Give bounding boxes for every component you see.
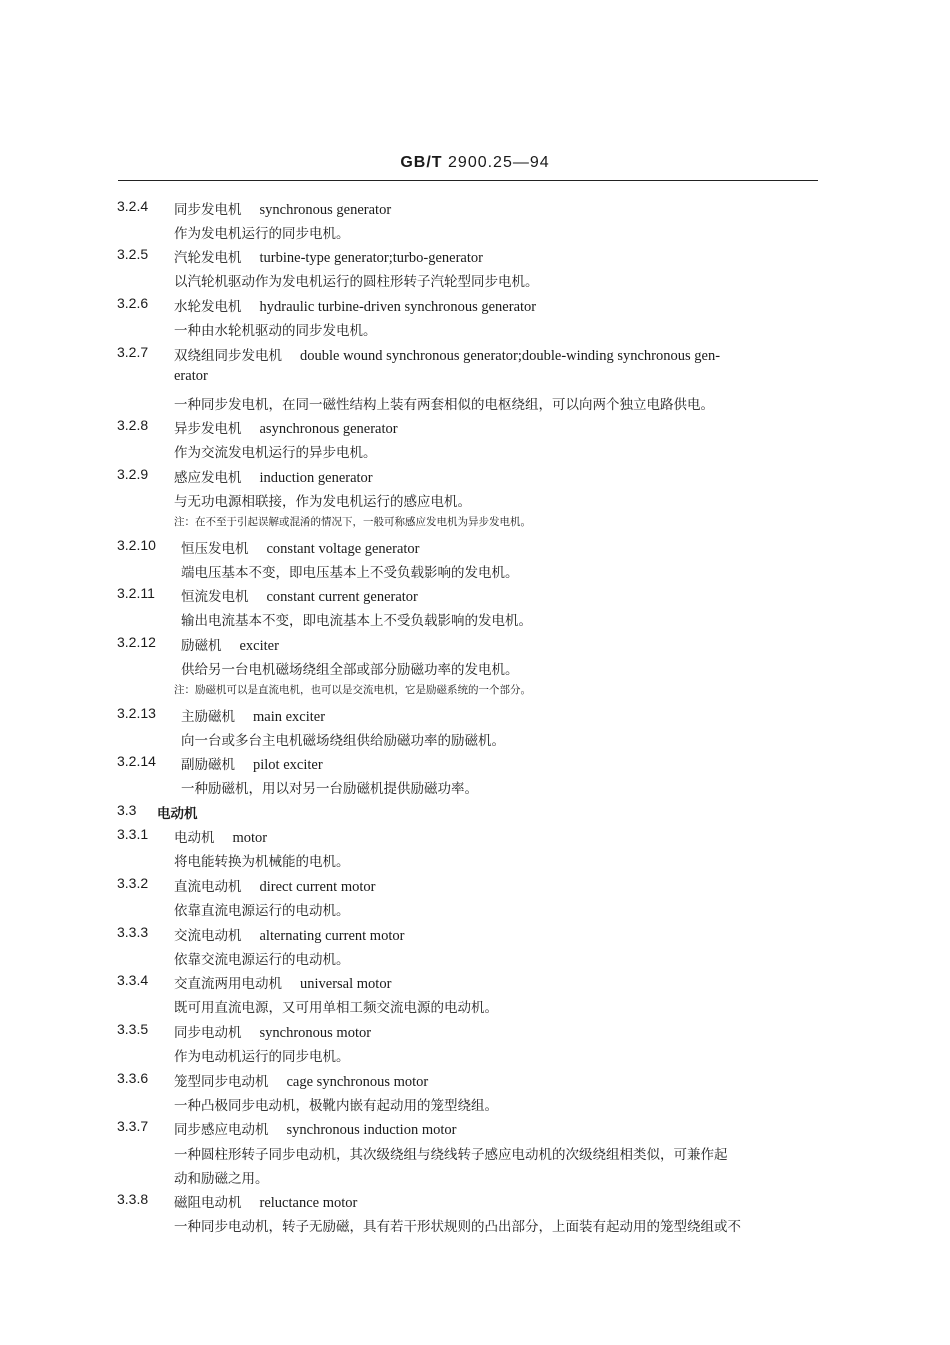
entry-definition: 以汽轮机驱动作为发电机运行的圆柱形转子汽轮型同步电机。 (174, 274, 539, 290)
term-chinese: 直流电动机 (174, 879, 242, 895)
entry-number: 3.3.2 (117, 875, 149, 891)
entry-definition: 既可用直流电源，又可用单相工频交流电源的电动机。 (174, 1000, 498, 1016)
entry-definition: 将电能转换为机械能的电机。 (174, 854, 350, 870)
entry-number: 3.2.10 (117, 537, 156, 553)
entry-number: 3.3.8 (117, 1191, 149, 1207)
entry-number: 3.3.1 (117, 826, 149, 842)
entry-definition-continued: 动和励磁之用。 (174, 1171, 269, 1187)
term-english: synchronous generator (259, 202, 392, 218)
term-chinese: 交直流两用电动机 (174, 976, 282, 992)
term-chinese: 副励磁机 (181, 757, 235, 773)
entry-definition: 一种圆柱形转子同步电动机，其次级绕组与绕线转子感应电动机的次级绕组相类似，可兼作起 (174, 1147, 728, 1163)
term-chinese: 磁阻电动机 (174, 1195, 242, 1211)
entry-number: 3.2.5 (117, 246, 149, 262)
header-rule (118, 180, 818, 181)
entry-number: 3.2.8 (117, 417, 149, 433)
entry-number: 3.2.4 (117, 198, 149, 214)
entry-definition: 作为电动机运行的同步电机。 (174, 1049, 350, 1065)
entry-term (174, 295, 536, 316)
entry-term (174, 1118, 456, 1139)
entry-number: 3.3.7 (117, 1118, 149, 1134)
entry-term (181, 634, 279, 655)
term-chinese: 汽轮发电机 (174, 250, 242, 266)
term-english: asynchronous generator (259, 421, 398, 437)
entry-definition: 一种由水轮机驱动的同步发电机。 (174, 323, 377, 339)
entry-term (174, 1021, 371, 1042)
term-chinese: 恒压发电机 (181, 541, 249, 557)
entry-definition: 供给另一台电机磁场绕组全部或部分励磁功率的发电机。 (181, 662, 519, 678)
entry-term (174, 417, 398, 438)
term-english: reluctance motor (259, 1195, 358, 1211)
entry-term (174, 1191, 357, 1212)
page-header (0, 154, 950, 172)
entry-number: 3.3.6 (117, 1070, 149, 1086)
entry-definition: 一种励磁机，用以对另一台励磁机提供励磁功率。 (181, 781, 478, 797)
term-english: pilot exciter (253, 757, 323, 773)
entry-term (174, 875, 375, 896)
term-english: direct current motor (259, 879, 376, 895)
entry-definition: 一种同步电动机，转子无励磁，具有若干形状规则的凸出部分，上面装有起动用的笼型绕组或不 (174, 1219, 741, 1235)
entry-term (174, 924, 404, 945)
entry-number: 3.3.5 (117, 1021, 149, 1037)
section-title: 电动机 (157, 806, 198, 822)
entry-term (174, 246, 483, 267)
entry-definition: 端电压基本不变，即电压基本上不受负载影响的发电机。 (181, 565, 519, 581)
entry-number: 3.3.4 (117, 972, 149, 988)
term-english: synchronous motor (259, 1025, 372, 1041)
entry-definition: 作为发电机运行的同步电机。 (174, 226, 350, 242)
term-chinese: 同步发电机 (174, 202, 242, 218)
entry-note: 注：励磁机可以是直流电机，也可以是交流电机，它是励磁系统的一个部分。 (174, 684, 531, 696)
term-chinese: 同步感应电动机 (174, 1122, 269, 1138)
entry-term (174, 972, 391, 993)
standard-code: 2900.25—94 (448, 154, 550, 171)
entry-term (174, 826, 267, 847)
term-english: hydraulic turbine-driven synchronous generator (259, 299, 537, 315)
term-english: exciter (239, 638, 279, 654)
entry-term (174, 344, 720, 365)
entry-term (181, 753, 323, 774)
term-chinese: 双绕组同步发电机 (174, 348, 282, 364)
entry-term (174, 1070, 428, 1091)
entry-term (181, 705, 325, 726)
standard-prefix: GB/T (400, 154, 443, 171)
term-english: universal motor (300, 976, 392, 992)
term-chinese: 水轮发电机 (174, 299, 242, 315)
term-english-continued: erator (174, 368, 208, 384)
term-english: alternating current motor (259, 928, 405, 944)
entry-term (174, 198, 391, 219)
term-chinese: 异步发电机 (174, 421, 242, 437)
term-chinese: 主励磁机 (181, 709, 235, 725)
entry-definition: 向一台或多台主电机磁场绕组供给励磁功率的励磁机。 (181, 733, 505, 749)
entry-definition: 一种同步发电机，在同一磁性结构上装有两套相似的电枢绕组，可以向两个独立电路供电。 (174, 397, 714, 413)
term-chinese: 笼型同步电动机 (174, 1074, 269, 1090)
entry-number: 3.3.3 (117, 924, 149, 940)
entry-number: 3.2.12 (117, 634, 156, 650)
term-chinese: 交流电动机 (174, 928, 242, 944)
entry-definition: 与无功电源相联接，作为发电机运行的感应电机。 (174, 494, 471, 510)
term-chinese: 同步电动机 (174, 1025, 242, 1041)
term-chinese: 电动机 (174, 830, 215, 846)
term-chinese: 恒流发电机 (181, 589, 249, 605)
entry-number: 3.2.7 (117, 344, 149, 360)
entry-term (181, 537, 420, 558)
entry-definition: 依靠交流电源运行的电动机。 (174, 952, 350, 968)
term-english: double wound synchronous generator;double-winding synchronous gen- (300, 348, 721, 364)
entry-term (174, 466, 373, 487)
term-english: induction generator (259, 470, 373, 486)
entry-definition: 输出电流基本不变，即电流基本上不受负载影响的发电机。 (181, 613, 532, 629)
entry-definition: 一种凸极同步电动机，极靴内嵌有起动用的笼型绕组。 (174, 1098, 498, 1114)
term-english: motor (232, 830, 268, 846)
entry-number: 3.2.14 (117, 753, 156, 769)
term-english: main exciter (253, 709, 326, 725)
term-english: synchronous induction motor (286, 1122, 457, 1138)
term-english: constant current generator (266, 589, 418, 605)
entry-number: 3.2.6 (117, 295, 149, 311)
entry-number: 3.2.11 (117, 585, 155, 601)
entry-definition: 作为交流发电机运行的异步电机。 (174, 445, 377, 461)
entry-number: 3.2.13 (117, 705, 156, 721)
entry-term (181, 585, 418, 606)
term-chinese: 感应发电机 (174, 470, 242, 486)
term-chinese: 励磁机 (181, 638, 222, 654)
term-english: constant voltage generator (266, 541, 420, 557)
term-english: turbine-type generator;turbo-generator (259, 250, 483, 266)
term-english: cage synchronous motor (286, 1074, 429, 1090)
entry-definition: 依靠直流电源运行的电动机。 (174, 903, 350, 919)
entry-note: 注：在不至于引起误解或混淆的情况下，一般可称感应发电机为异步发电机。 (174, 516, 531, 528)
entry-number: 3.2.9 (117, 466, 149, 482)
section-number: 3.3 (117, 802, 137, 818)
